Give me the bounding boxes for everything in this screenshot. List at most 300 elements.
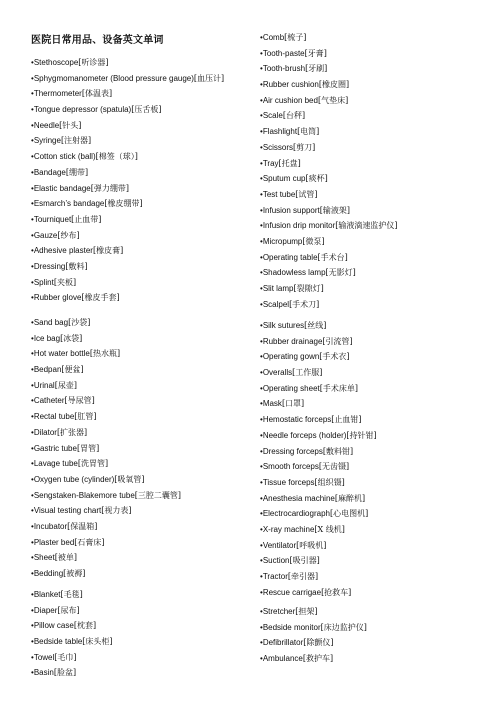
chinese-term: [牙刷] (305, 64, 328, 74)
english-term: Ventilator (262, 540, 297, 550)
chinese-term: [枕套] (73, 621, 97, 631)
english-term: Flashlight (262, 127, 298, 137)
vocab-item (260, 349, 377, 365)
english-term: Micropump (262, 236, 303, 246)
bullet-dot: • (260, 383, 263, 393)
english-term: Anesthesia machine (262, 493, 335, 503)
bullet-dot: • (31, 199, 34, 209)
bullet-dot: • (260, 174, 263, 184)
english-term: Elastic bandage (33, 183, 91, 193)
vocab-item (260, 318, 377, 334)
english-term: Urinal (33, 380, 55, 390)
vocab-item (31, 228, 224, 244)
bullet-dot: • (31, 277, 34, 287)
vocab-item (31, 393, 181, 409)
vocab-item (260, 553, 377, 569)
english-term: Syringe (33, 136, 61, 146)
chinese-term: [毛毯] (60, 590, 83, 599)
bullet-dot: • (260, 64, 263, 74)
chinese-term: [脸盆] (53, 668, 77, 678)
chinese-term: [便盆] (61, 365, 84, 375)
vocab-item (260, 538, 377, 554)
chinese-term: [注射器] (60, 136, 92, 146)
vocab-item (260, 250, 398, 266)
english-term: Bedding (33, 569, 64, 578)
english-term: Rubber drainage (262, 336, 323, 346)
english-term: Shadowless lamp (262, 268, 326, 278)
chinese-term: [剪刀] (293, 142, 316, 152)
chinese-term: [麻醉机] (334, 493, 366, 503)
english-term: Visual testing chart (33, 506, 102, 516)
right-group-2 (260, 318, 377, 600)
bullet-dot: • (260, 556, 263, 566)
chinese-term: [吸引器] (289, 556, 320, 566)
chinese-term: [橡皮绷带] (104, 199, 143, 209)
chinese-term: [弹力绷带] (90, 183, 129, 193)
vocab-item (260, 651, 367, 667)
vocab-item (260, 522, 377, 538)
english-term: Smooth forceps (262, 462, 319, 472)
vocab-item (31, 243, 224, 259)
bullet-dot: • (31, 89, 34, 99)
vocab-item (31, 650, 113, 666)
vocab-item (31, 587, 113, 603)
english-term: Slit lamp (262, 284, 294, 293)
vocab-item (31, 102, 224, 118)
english-term: Scalpel (262, 299, 290, 309)
vocab-item (31, 275, 224, 291)
chinese-term: [无齿镊] (318, 462, 350, 472)
english-term: Lavage tube (33, 459, 78, 469)
bullet-dot: • (260, 336, 263, 346)
chinese-term: [引流管] (322, 336, 353, 346)
vocab-item (260, 444, 377, 460)
bullet-dot: • (31, 261, 34, 271)
bullet-dot: • (260, 399, 263, 409)
bullet-dot: • (260, 638, 263, 648)
vocab-item (31, 456, 181, 472)
bullet-dot: • (260, 509, 263, 519)
english-term: Diaper (33, 605, 58, 615)
chinese-term: [组织镊] (314, 477, 345, 487)
bullet-dot: • (31, 506, 34, 516)
vocab-item (31, 290, 224, 306)
chinese-term: [洗胃管] (77, 459, 109, 469)
bullet-dot: • (31, 412, 34, 422)
vocab-item (31, 331, 181, 347)
bullet-dot: • (31, 365, 34, 375)
english-term: Sputum cup (262, 174, 306, 184)
english-term: Mask (262, 399, 282, 409)
english-term: Scissors (262, 142, 294, 152)
vocab-item (260, 365, 377, 381)
bullet-dot: • (260, 321, 263, 330)
vocab-item (260, 30, 398, 46)
vocab-item (31, 212, 224, 228)
bullet-dot: • (260, 368, 263, 378)
chinese-term: [针头] (59, 120, 82, 130)
chinese-term: [裂隙灯] (293, 284, 324, 293)
chinese-term: [床边监护仪] (320, 622, 367, 632)
chinese-term: [棉签（球）] (95, 152, 138, 162)
english-term: Dressing forceps (262, 446, 323, 456)
english-term: Tooth-brush (262, 64, 306, 74)
english-term: Sphygmomanometer (Blood pressure gauge) (33, 73, 194, 83)
chinese-term: [输液滴速监护仪] (335, 221, 398, 231)
vocab-item (31, 519, 181, 535)
bullet-dot: • (31, 553, 34, 563)
english-term: Stretcher (262, 607, 296, 616)
bullet-dot: • (260, 493, 263, 503)
chinese-term: [尿壶] (54, 380, 77, 390)
chinese-term: [救护车] (302, 654, 334, 664)
vocab-item (31, 503, 181, 519)
bullet-dot: • (31, 569, 34, 578)
english-term: Defibrillator (262, 638, 304, 648)
bullet-dot: • (31, 230, 34, 240)
chinese-term: [压舌板] (131, 105, 162, 115)
vocab-item (260, 234, 398, 250)
bullet-dot: • (31, 637, 34, 647)
chinese-term: [夹板] (53, 277, 77, 287)
bullet-dot: • (31, 136, 34, 146)
vocab-item (31, 566, 181, 582)
english-term: Operating table (262, 252, 318, 262)
english-term: Test tube (262, 189, 296, 199)
chinese-term: [被单] (54, 553, 77, 563)
chinese-term: [听诊器] (78, 58, 109, 67)
chinese-term: [床头柜] (82, 637, 113, 647)
vocab-item (31, 603, 113, 619)
vocab-item (31, 315, 181, 331)
english-term: Hemostatic forceps (262, 415, 332, 425)
bullet-dot: • (31, 246, 34, 256)
english-term: Sand bag (33, 318, 69, 327)
chinese-term: [牵引器] (287, 572, 319, 581)
bullet-dot: • (260, 462, 263, 472)
vocab-item (260, 396, 377, 412)
chinese-term: [体温表] (81, 89, 113, 99)
bullet-dot: • (31, 73, 34, 83)
bullet-dot: • (260, 477, 263, 487)
chinese-term: [试管] (295, 189, 318, 199)
vocab-item (260, 635, 367, 651)
vocab-item (260, 108, 398, 124)
bullet-dot: • (31, 537, 34, 547)
vocab-item (31, 86, 224, 102)
english-term: Catheter (33, 396, 65, 406)
vocab-item (31, 409, 181, 425)
english-term: Bedpan (33, 365, 62, 375)
bullet-dot: • (31, 380, 34, 390)
vocab-item (260, 459, 377, 475)
chinese-term: [肛管] (74, 412, 97, 422)
english-term: Plaster bed (33, 537, 75, 547)
english-term: Ice bag (33, 333, 61, 343)
page-title: 医院日常用品、设备英文单词 (31, 35, 164, 46)
bullet-dot: • (31, 521, 34, 531)
vocab-item (31, 488, 181, 504)
vocab-item (260, 187, 398, 203)
chinese-term: [石膏床] (74, 537, 105, 547)
english-term: Infusion support (262, 205, 320, 215)
bullet-dot: • (260, 430, 263, 440)
chinese-term: [冰袋] (60, 333, 83, 343)
english-term: Pillow case (33, 621, 74, 631)
chinese-term: [止血钳] (331, 415, 362, 425)
vocab-item (260, 203, 398, 219)
bullet-dot: • (31, 474, 34, 484)
bullet-dot: • (260, 189, 263, 199)
vocab-item (31, 665, 113, 681)
vocab-item (31, 165, 224, 181)
english-term: Operating sheet (262, 383, 320, 393)
english-term: Silk sutures (262, 321, 305, 330)
english-term: Towel (33, 652, 55, 662)
vocab-item (260, 334, 377, 350)
chinese-term: [托盘] (278, 158, 301, 168)
vocab-item (260, 569, 377, 585)
english-term: Hot water bottle (33, 349, 90, 359)
bullet-dot: • (260, 95, 263, 105)
english-term: Overalls (262, 368, 293, 378)
chinese-term: [血压计] (193, 73, 225, 83)
bullet-dot: • (260, 415, 263, 425)
chinese-term: [三腔二囊管] (134, 490, 182, 500)
bullet-dot: • (31, 152, 34, 162)
vocab-item (260, 428, 377, 444)
bullet-dot: • (260, 142, 263, 152)
chinese-term: [纱布] (57, 230, 80, 240)
chinese-term: [口罩] (281, 399, 305, 409)
vocab-item (260, 218, 398, 234)
bullet-dot: • (260, 622, 263, 632)
english-term: Bedside monitor (262, 622, 321, 632)
chinese-term: [扩张器] (56, 427, 88, 437)
chinese-term: [保温箱] (67, 521, 98, 531)
bullet-dot: • (31, 605, 34, 615)
chinese-term: [手术刀] (289, 299, 320, 309)
english-term: Esmarch’s bandage (33, 199, 105, 209)
vocab-item (260, 265, 398, 281)
chinese-term: [气垫床] (317, 95, 349, 105)
bullet-dot: • (31, 427, 34, 437)
vocab-item (260, 281, 398, 297)
bullet-dot: • (31, 167, 34, 177)
vocab-item (31, 133, 224, 149)
chinese-term: [心电图机] (329, 509, 369, 519)
english-term: Operating gown (262, 352, 320, 362)
bullet-dot: • (31, 183, 34, 193)
bullet-dot: • (31, 459, 34, 469)
chinese-term: [尿布] (57, 605, 80, 615)
bullet-dot: • (260, 587, 263, 597)
chinese-term: [担架] (295, 607, 318, 616)
left-group-1 (31, 55, 224, 306)
vocab-item (260, 297, 398, 313)
bullet-dot: • (260, 524, 263, 534)
vocab-item (260, 46, 398, 62)
vocab-item (31, 550, 181, 566)
english-term: Comb (262, 33, 285, 42)
chinese-term: [X 线机] (314, 524, 345, 534)
english-term: Tooth-paste (262, 48, 305, 58)
chinese-term: [沙袋] (68, 318, 91, 327)
bullet-dot: • (31, 349, 34, 359)
english-term: Cotton stick (ball) (33, 152, 96, 162)
english-term: Sengstaken-Blakemore tube (33, 490, 135, 500)
bullet-dot: • (260, 48, 263, 58)
chinese-term: [微泵] (302, 236, 325, 246)
vocab-item (31, 618, 113, 634)
english-term: Tray (262, 158, 279, 168)
english-term: Oxygen tube (cylinder) (33, 474, 115, 484)
chinese-term: [痰杯] (305, 174, 328, 184)
english-term: Tongue depressor (spatula) (33, 105, 132, 115)
bullet-dot: • (260, 158, 263, 168)
vocab-item (31, 71, 224, 87)
vocab-item (31, 441, 181, 457)
bullet-dot: • (260, 654, 263, 664)
english-term: Dressing (33, 261, 66, 271)
vocab-item (31, 196, 224, 212)
chinese-term: [无影灯] (325, 268, 356, 278)
english-term: Gauze (33, 230, 58, 240)
bullet-dot: • (260, 299, 263, 309)
chinese-term: [绷带] (65, 167, 89, 177)
chinese-term: [牙膏] (304, 48, 327, 58)
vocab-item (260, 156, 398, 172)
bullet-dot: • (260, 352, 263, 362)
bullet-dot: • (260, 80, 263, 90)
english-term: X-ray machine (262, 524, 315, 534)
vocab-item (260, 381, 377, 397)
chinese-term: [被褥] (63, 569, 86, 578)
bullet-dot: • (260, 205, 263, 215)
vocab-item (31, 346, 181, 362)
chinese-term: [热水瓶] (89, 349, 121, 359)
vocab-item (31, 149, 224, 165)
bullet-dot: • (31, 333, 34, 343)
english-term: Tractor (262, 572, 288, 581)
vocab-item (260, 93, 398, 109)
vocab-item (31, 181, 224, 197)
bullet-dot: • (260, 268, 263, 278)
chinese-term: [敷料] (65, 261, 88, 271)
chinese-term: [手术台] (317, 252, 348, 262)
bullet-dot: • (31, 668, 34, 678)
english-term: Thermometer (33, 89, 82, 99)
bullet-dot: • (31, 590, 34, 599)
english-term: Splint (33, 277, 54, 287)
right-group-1 (260, 30, 398, 312)
vocab-item (31, 634, 113, 650)
english-term: Needle forceps (holder) (262, 430, 347, 440)
vocab-item (260, 124, 398, 140)
vocab-item (260, 412, 377, 428)
chinese-term: [吸氧管] (114, 474, 145, 484)
english-term: Rescue carrigae (262, 587, 322, 597)
bullet-dot: • (31, 396, 34, 406)
chinese-term: [毛巾] (54, 652, 77, 662)
vocab-item (260, 475, 377, 491)
chinese-term: [手术衣] (319, 352, 350, 362)
left-group-3 (31, 587, 113, 681)
english-term: Rubber cushion (262, 80, 319, 90)
chinese-term: [敷料钳] (322, 446, 354, 456)
vocab-item (31, 535, 181, 551)
bullet-dot: • (260, 446, 263, 456)
english-term: Incubator (33, 521, 68, 531)
vocab-item (31, 425, 181, 441)
english-term: Gastric tube (33, 443, 77, 453)
english-term: Infusion drip monitor (262, 221, 336, 231)
vocab-item (260, 506, 377, 522)
right-group-3 (260, 604, 367, 667)
bullet-dot: • (260, 607, 263, 616)
vocab-item (260, 140, 398, 156)
bullet-dot: • (31, 120, 34, 130)
english-term: Sheet (33, 553, 55, 563)
vocab-item (260, 620, 367, 636)
chinese-term: [电筒] (297, 127, 320, 137)
bullet-dot: • (31, 652, 34, 662)
english-term: Rubber glove (33, 293, 82, 303)
english-term: Air cushion bed (262, 95, 318, 105)
chinese-term: [抢救车] (321, 587, 352, 597)
chinese-term: [梳子] (284, 33, 307, 42)
english-term: Stethoscope (33, 58, 79, 67)
chinese-term: [丝线] (304, 321, 327, 330)
bullet-dot: • (260, 111, 263, 121)
english-term: Bandage (33, 167, 66, 177)
english-term: Ambulance (262, 654, 303, 664)
chinese-term: [呼吸机] (296, 540, 327, 550)
english-term: Dilator (33, 427, 57, 437)
bullet-dot: • (31, 490, 34, 500)
chinese-term: [橡皮手套] (81, 293, 120, 303)
bullet-dot: • (31, 105, 34, 115)
english-term: Basin (33, 668, 54, 678)
vocab-item (31, 118, 224, 134)
chinese-term: [止血带] (71, 214, 102, 224)
english-term: Electrocardiograph (262, 509, 330, 519)
chinese-term: [视力表] (101, 506, 132, 516)
vocab-item (260, 585, 377, 601)
bullet-dot: • (260, 284, 263, 293)
chinese-term: [持针钳] (346, 430, 377, 440)
english-term: Suction (262, 556, 290, 566)
chinese-term: [台秤] (282, 111, 306, 121)
vocab-item (31, 259, 224, 275)
bullet-dot: • (31, 58, 34, 67)
english-term: Blanket (33, 590, 61, 599)
bullet-dot: • (260, 221, 263, 231)
english-term: Rectal tube (33, 412, 75, 422)
bullet-dot: • (31, 318, 34, 327)
bullet-dot: • (260, 236, 263, 246)
vocab-item (31, 55, 224, 71)
bullet-dot: • (260, 33, 263, 42)
english-term: Adhesive plaster (33, 246, 93, 256)
chinese-term: [除颤仪] (303, 638, 334, 648)
bullet-dot: • (260, 540, 263, 550)
english-term: Tourniquet (33, 214, 72, 224)
vocab-item (31, 472, 181, 488)
bullet-dot: • (260, 252, 263, 262)
vocab-item (31, 362, 181, 378)
english-term: Bedside table (33, 637, 83, 647)
